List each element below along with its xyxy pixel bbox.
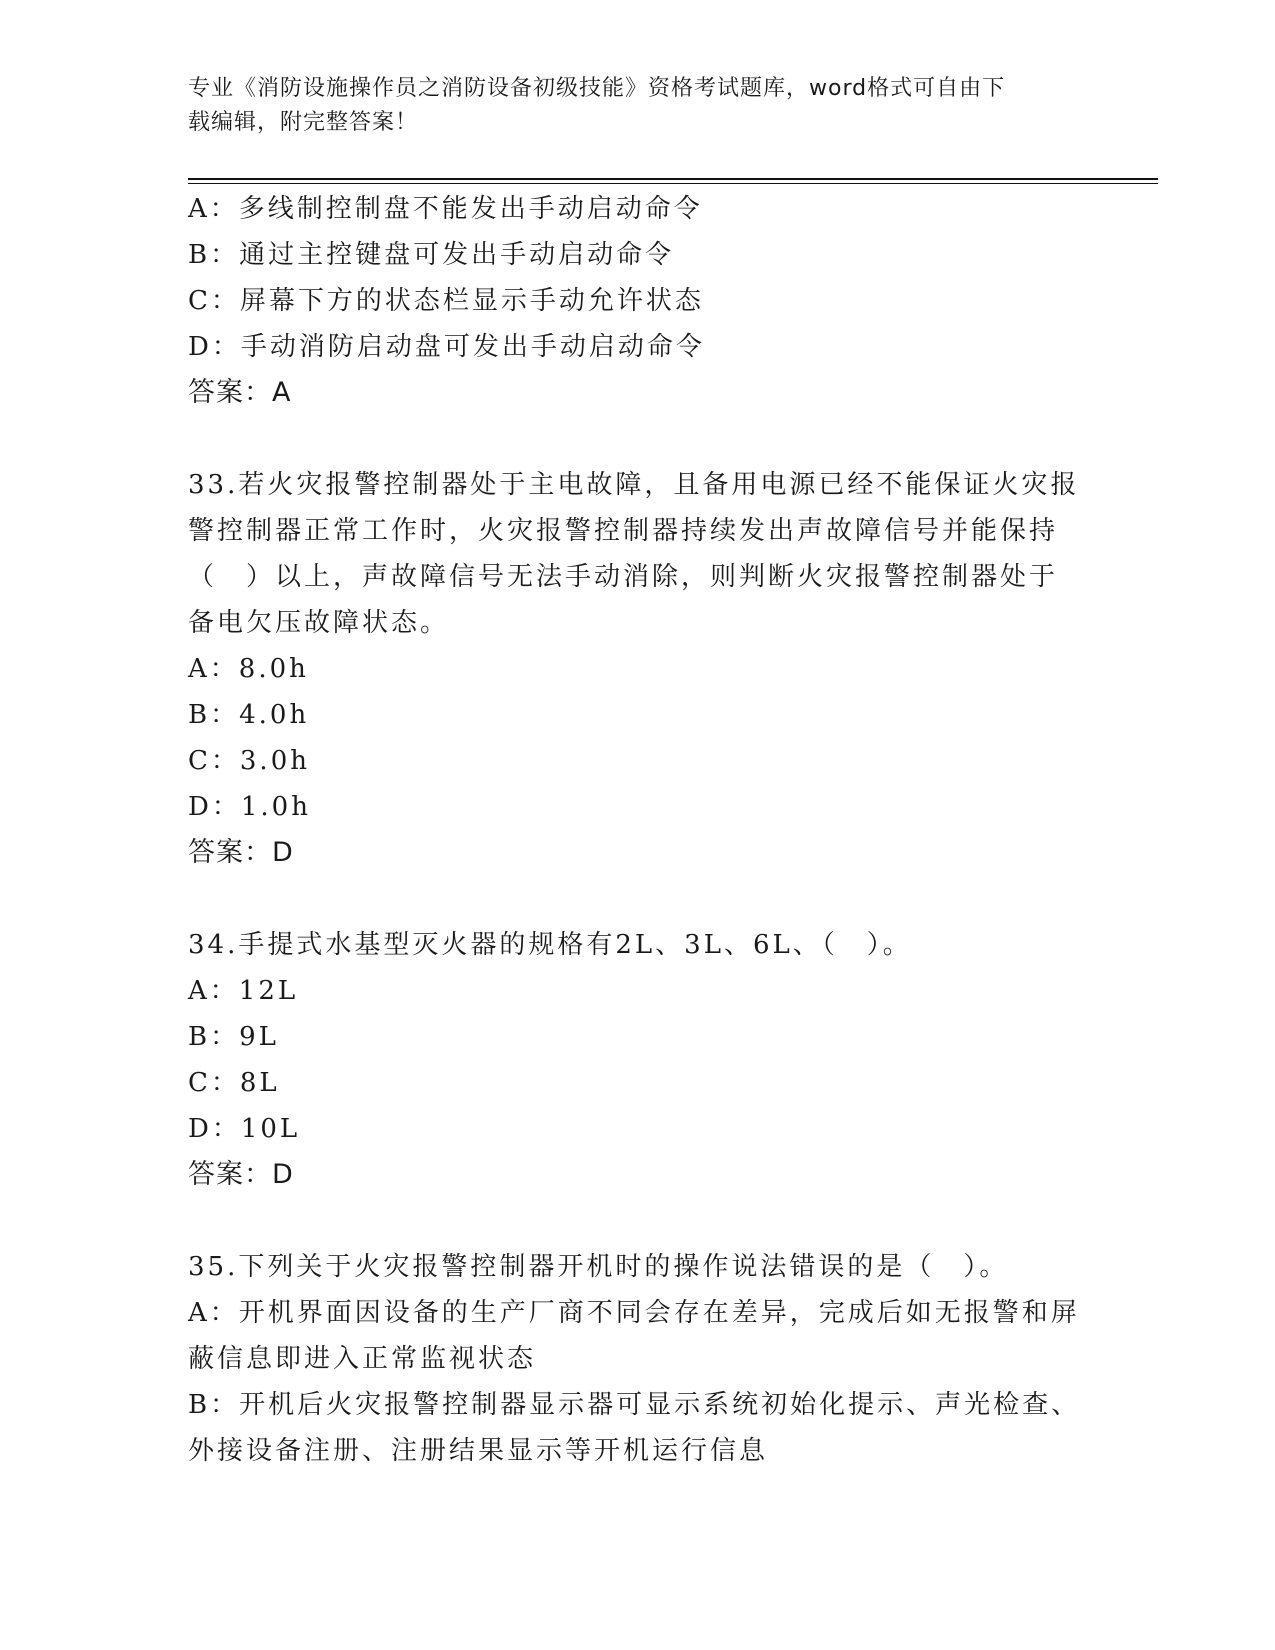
question-stem-line: （ ）以上，声故障信号无法手动消除，则判断火灾报警控制器处于 xyxy=(188,562,1059,592)
option-b: B：开机后火灾报警控制器显示器可显示系统初始化提示、声光检查、 xyxy=(188,1390,1081,1420)
header-divider-thin xyxy=(188,183,1158,184)
option-a: A：12L xyxy=(188,976,299,1006)
question-stem-line: 34.手提式水基型灭火器的规格有2L、3L、6L、（ ）。 xyxy=(188,930,912,960)
option-c: C：8L xyxy=(188,1068,280,1098)
question-stem-line: 35.下列关于火灾报警控制器开机时的操作说法错误的是（ ）。 xyxy=(188,1252,1009,1282)
question-33 xyxy=(188,462,1088,876)
question-35 xyxy=(188,1244,1088,1474)
question-list xyxy=(188,186,1088,1474)
option-a: A：8.0h xyxy=(188,654,309,684)
question-32 xyxy=(188,186,1088,416)
document-header xyxy=(188,72,1088,140)
question-34 xyxy=(188,922,1088,1198)
question-stem-line: 警控制器正常工作时，火灾报警控制器持续发出声故障信号并能保持 xyxy=(188,516,1059,546)
answer-label: 答案：D xyxy=(188,837,294,868)
spacer xyxy=(188,416,1088,462)
option-c: C：3.0h xyxy=(188,746,310,776)
header-line-2: 载编辑，附完整答案！ xyxy=(188,110,419,135)
answer-label: 答案：A xyxy=(188,377,292,408)
header-divider xyxy=(188,178,1158,180)
option-a: A：多线制控制盘不能发出手动启动命令 xyxy=(188,194,703,224)
spacer xyxy=(188,1198,1088,1244)
option-b: B：9L xyxy=(188,1022,279,1052)
option-d: D：手动消防启动盘可发出手动启动命令 xyxy=(188,332,705,362)
option-a-continuation: 蔽信息即进入正常监视状态 xyxy=(188,1344,537,1374)
option-c: C：屏幕下方的状态栏显示手动允许状态 xyxy=(188,286,704,316)
option-d: D：10L xyxy=(188,1114,301,1144)
option-d: D：1.0h xyxy=(188,792,311,822)
option-b-continuation: 外接设备注册、注册结果显示等开机运行信息 xyxy=(188,1436,769,1466)
question-stem-line: 备电欠压故障状态。 xyxy=(188,608,450,638)
spacer xyxy=(188,876,1088,922)
option-b: B：4.0h xyxy=(188,700,310,730)
answer-label: 答案：D xyxy=(188,1159,294,1190)
header-line-1: 专业《消防设施操作员之消防设备初级技能》资格考试题库，word格式可自由下 xyxy=(188,76,1006,101)
option-a: A：开机界面因设备的生产厂商不同会存在差异，完成后如无报警和屏 xyxy=(188,1298,1080,1328)
question-stem-line: 33.若火灾报警控制器处于主电故障，且备用电源已经不能保证火灾报 xyxy=(188,470,1080,500)
option-b: B：通过主控键盘可发出手动启动命令 xyxy=(188,240,675,270)
